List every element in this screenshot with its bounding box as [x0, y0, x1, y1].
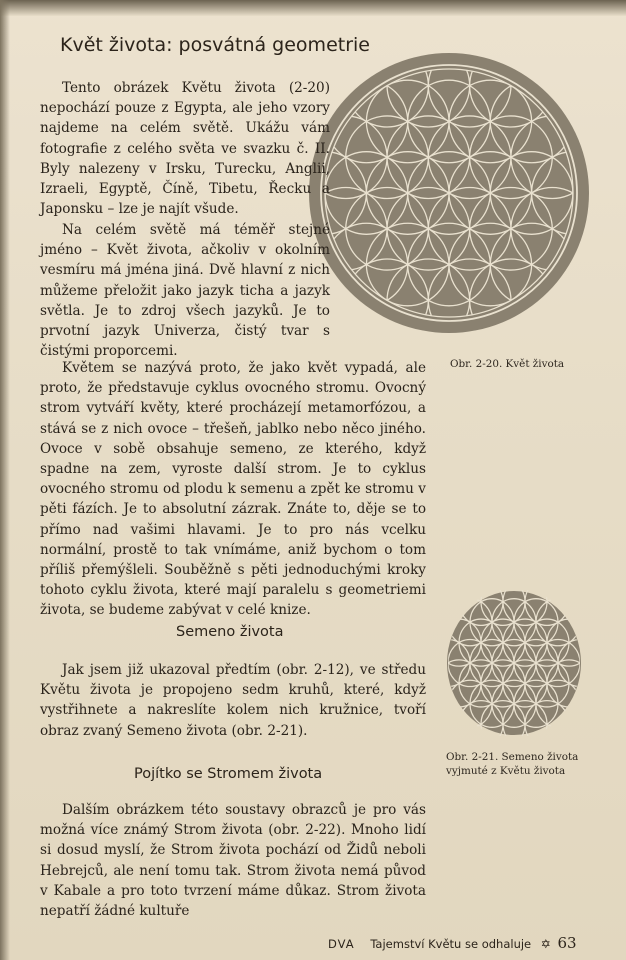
- page-top-shadow: [0, 0, 626, 16]
- paragraph-intro: Tento obrázek Květu života (2-20) nepochází pouze z Egypta, ale jeho vzory najdeme na celém světě. Ukážu vám fotografie z celého světa ve svazku č. II. Byly nalezeny v Irsku, Turecku, Anglii, Izraeli, Egyptě, Číně, Tibetu, Řecku a Japonsku – lze je najít všude.: [40, 80, 330, 218]
- footer-chapter: DVA: [328, 937, 355, 951]
- page-gutter-shadow: [0, 0, 10, 960]
- caption-line-1: Obr. 2-21. Semeno života: [446, 751, 579, 763]
- figure-caption-2-21: [446, 750, 616, 778]
- caption-line-2: vyjmuté z Květu života: [446, 765, 566, 777]
- page-number: 63: [557, 934, 577, 952]
- section-heading-seed: Semeno života: [176, 624, 284, 640]
- paragraph-fruit-cycle: Květem se nazývá proto, že jako květ vypadá, ale proto, že představuje cyklus ovocného stromu. Ovocný strom vytváří květy, které procházejí metamorfózou, a stává se z nich ovoce – třešeň, jablko nebo něco jiného. Ovoce v sobě obsahuje semeno, ze kterého, když spadne na zem, vyroste další strom. Je to cyklus ovocného stromu od plodu k semenu a zpět ke stromu v pěti fázích. Je to absolutní zázrak. Znáte to, děje se to přímo nad vašimi hlavami. Je to pro nás vcelku normální, prostě to tak vnímáme, aniž bychom o tom příliš přemýšleli. Souběžně s pěti jednoduchými kroky tohoto cyklu života, které mají paralelu s geometriemi života, se budeme zabývat v celé knize.: [40, 360, 426, 619]
- seed-of-life-figure: [446, 590, 582, 736]
- paragraph-seed-of-life: Jak jsem již ukazoval předtím (obr. 2-12), ve středu Květu života je propojeno sedm kruhů, které, když vystřihnete a nakreslíte kolem nich kružnice, tvoří obraz zvaný Semeno života (obr. 2-21).: [40, 662, 426, 739]
- footer-running-title: Tajemství Květu se odhaluje: [370, 937, 532, 951]
- page-title: Květ života: posvátná geometrie: [60, 34, 370, 56]
- paragraph-tree-of-life: Dalším obrázkem této soustavy obrazců je pro vás možná více známý Strom života (obr. 2-22). Mnoho lidí si dosud myslí, že Strom života pochází od Židů neboli Hebrejců, ale není tomu tak. Strom života nemá původ v Kabale a pro toto tvrzení máme důkaz. Strom života nepatří žádné kultuře: [40, 802, 426, 920]
- star-of-david-icon: ✡: [540, 937, 551, 951]
- flower-of-life-figure: [308, 52, 590, 334]
- running-footer: [328, 934, 577, 952]
- section-heading-tree: Pojítko se Stromem života: [134, 766, 323, 782]
- figure-caption-2-20: Obr. 2-20. Květ života: [450, 358, 565, 370]
- paragraph-names: Na celém světě má téměř stejné jméno – Květ života, ačkoliv v okolním vesmíru má jména jiná. Dvě hlavní z nich můžeme přeložit jako jazyk ticha a jazyk světla. Je to zdroj všech jazyků. Je to prvotní jazyk Univerza, čistý tvar s čistými proporcemi.: [40, 222, 330, 360]
